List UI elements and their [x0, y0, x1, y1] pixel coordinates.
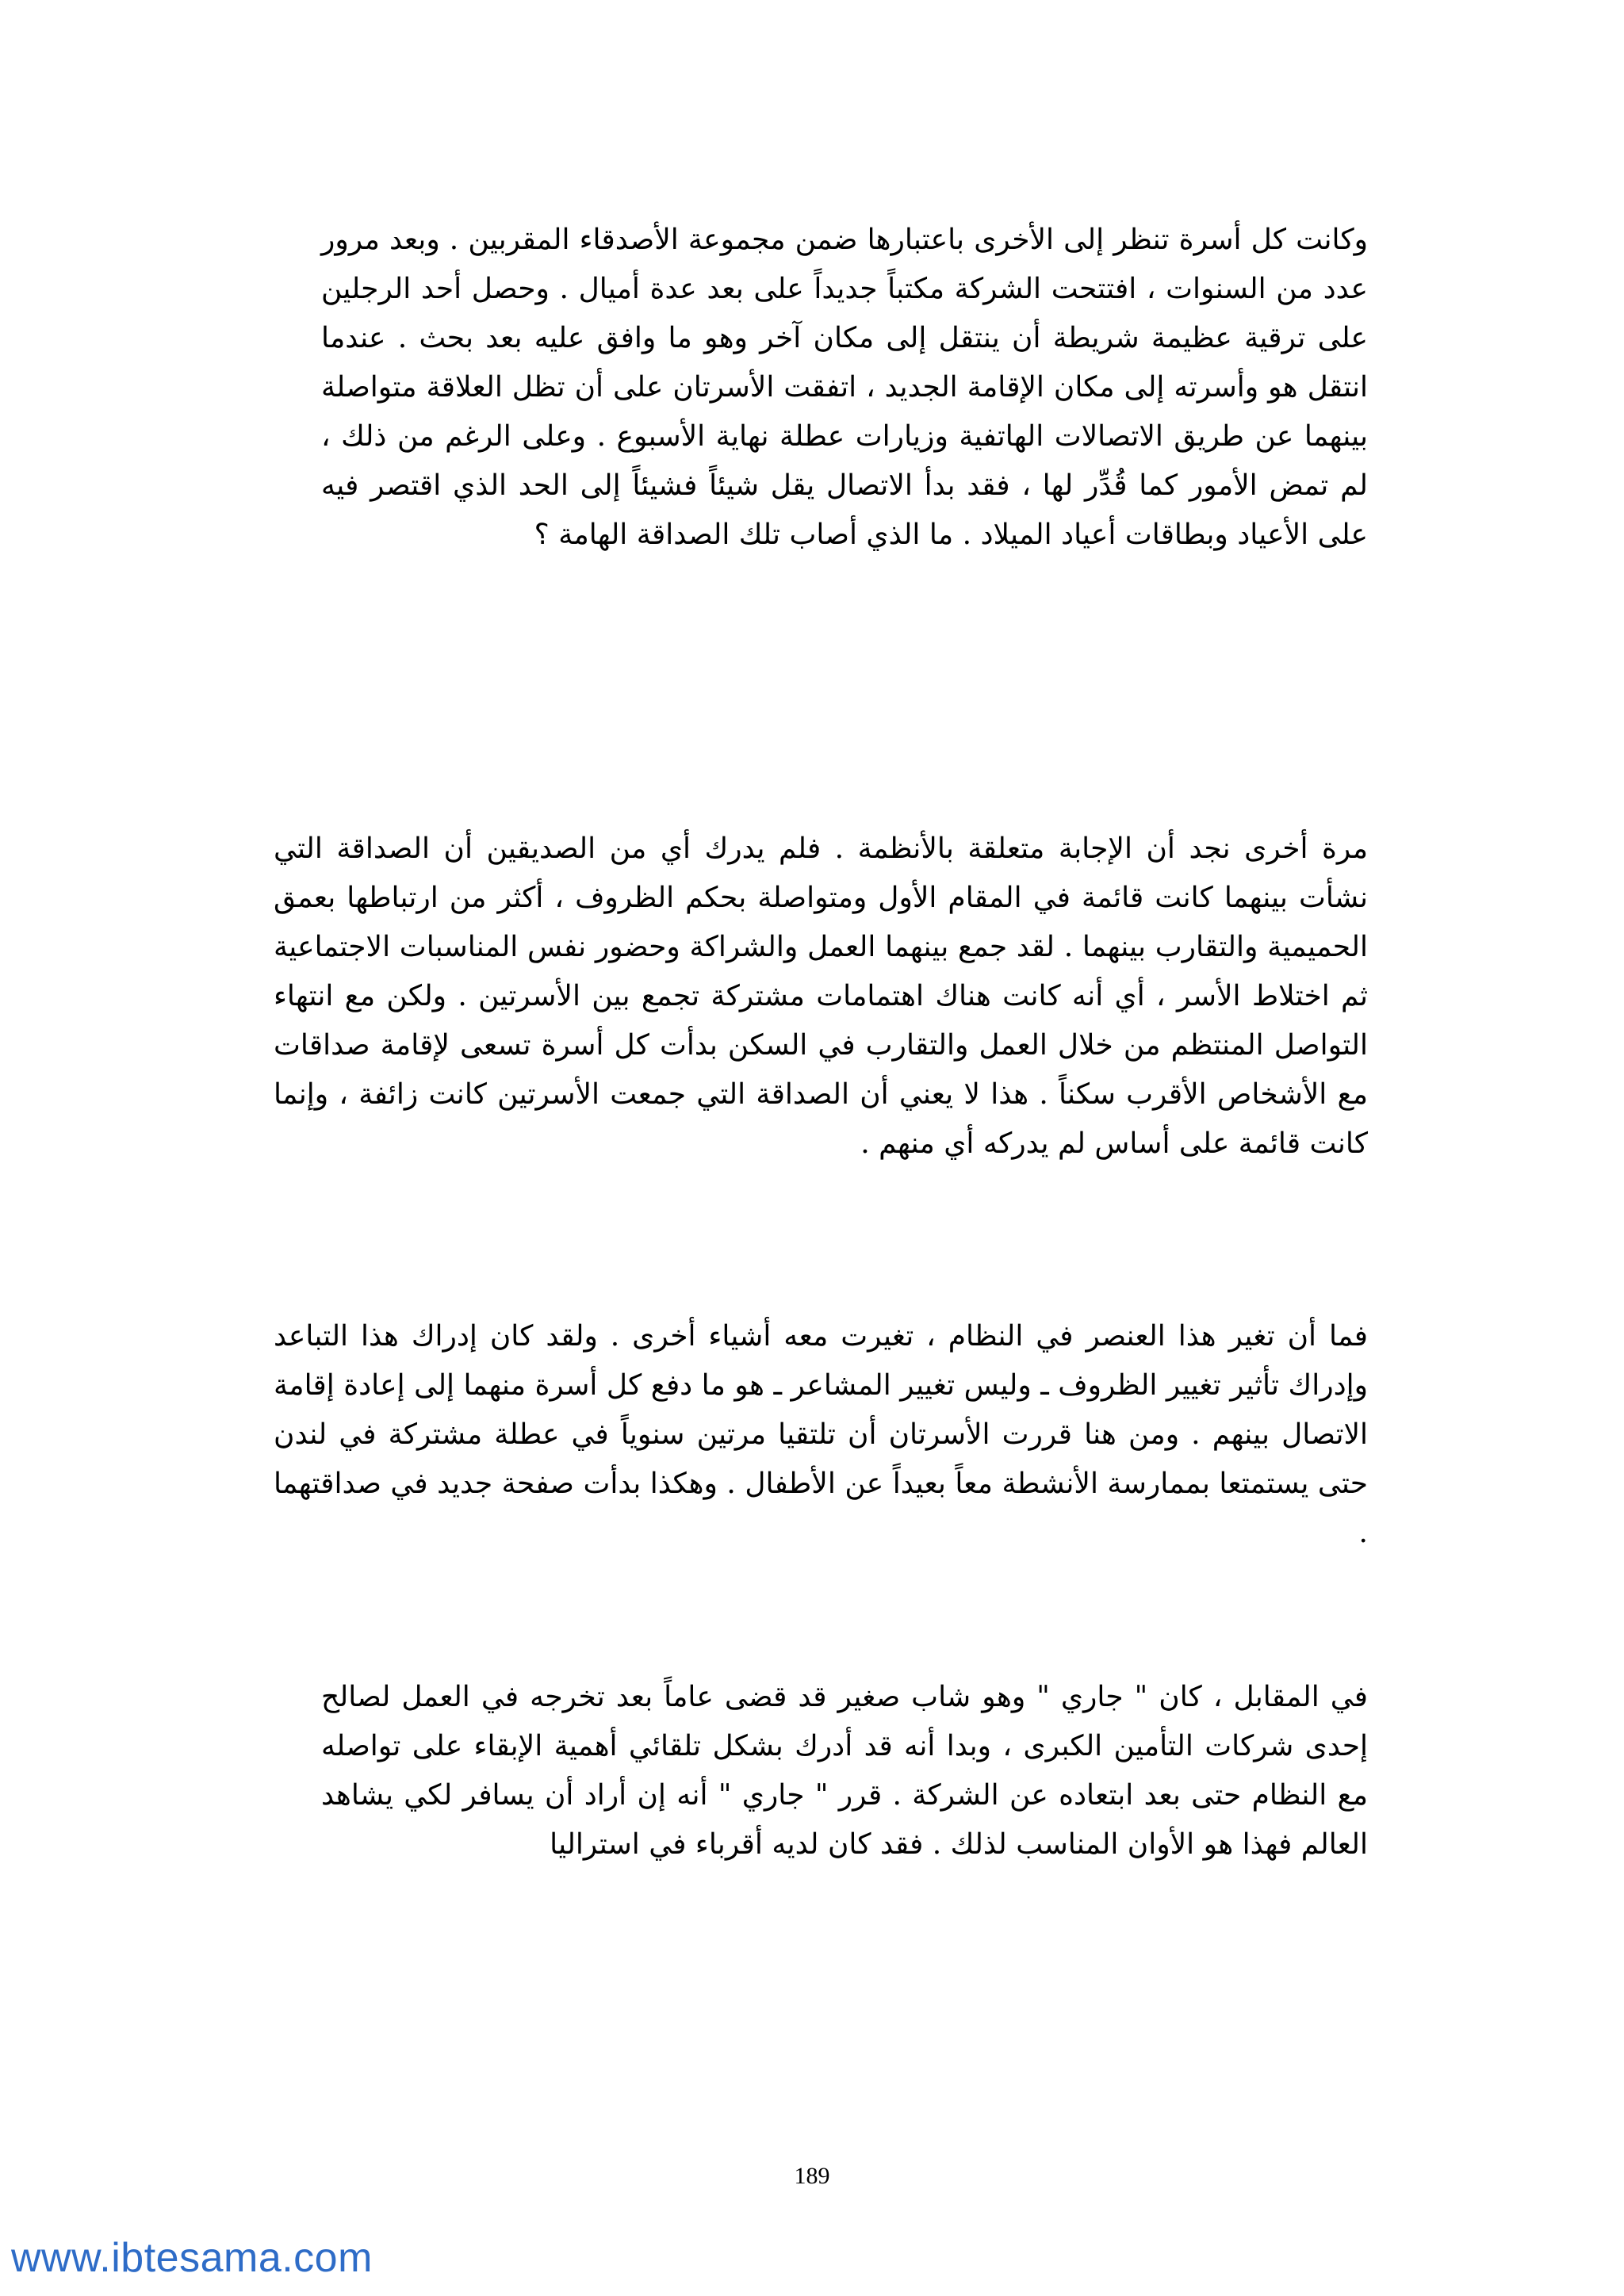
paragraph-1	[321, 216, 1368, 560]
page-number: 189	[794, 2163, 830, 2189]
watermark-url[interactable]: www.ibtesama.com	[11, 2235, 373, 2281]
paragraph-4	[321, 1673, 1368, 1869]
paragraph-3-text: فما أن تغير هذا العنصر في النظام ، تغيرت معه أشياء أخرى . ولقد كان إدراك هذا التباعد وإدراك تأثير تغيير الظروف ـ وليس تغيير المشاعر ـ هو ما دفع كل أسرة منهما إلى إعادة إقامة الاتصال بينهم . ومن هنا قررت الأسرتان أن تلتقيا مرتين سنوياً في عطلة مشتركة في لندن حتى يستمتعا بممارسة الأنشطة معاً بعيداً عن الأطفال . وهكذا بدأت صفحة جديد في صداقتهما .	[274, 1320, 1368, 1549]
paragraph-2-text: مرة أخرى نجد أن الإجابة متعلقة بالأنظمة . فلم يدرك أي من الصديقين أن الصداقة التي نشأت بينهما كانت قائمة في المقام الأول ومتواصلة بحكم الظروف ، أكثر من ارتباطها بعمق الحميمية والتقارب بينهما . لقد جمع بينهما العمل والشراكة وحضور نفس المناسبات الاجتماعية ثم اختلاط الأسر ، أي أنه كانت هناك اهتمامات مشتركة تجمع بين الأسرتين . ولكن مع انتهاء التواصل المنتظم من خلال العمل والتقارب في السكن بدأت كل أسرة تسعى لإقامة صداقات مع الأشخاص الأقرب سكناً . هذا لا يعني أن الصداقة التي جمعت الأسرتين كانت زائفة ، وإنما كانت قائمة على أساس لم يدركه أي منهم .	[274, 832, 1368, 1160]
paragraph-2	[274, 825, 1368, 1169]
paragraph-3	[274, 1312, 1368, 1558]
paragraph-4-text: في المقابل ، كان " جاري " وهو شاب صغير قد قضى عاماً بعد تخرجه في العمل لصالح إحدى شركات التأمين الكبرى ، وبدا أنه قد أدرك بشكل تلقائي أهمية الإبقاء على تواصله مع النظام حتى بعد ابتعاده عن الشركة . قرر " جاري " أنه إن أراد أن يسافر لكي يشاهد العالم فهذا هو الأوان المناسب لذلك . فقد كان لديه أقرباء في استراليا	[321, 1681, 1368, 1861]
paragraph-1-text: وكانت كل أسرة تنظر إلى الأخرى باعتبارها ضمن مجموعة الأصدقاء المقربين . وبعد مرور عدد من السنوات ، افتتحت الشركة مكتباً جديداً على بعد عدة أميال . وحصل أحد الرجلين على ترقية عظيمة شريطة أن ينتقل إلى مكان آخر وهو ما وافق عليه بعد بحث . عندما انتقل هو وأسرته إلى مكان الإقامة الجديد ، اتفقت الأسرتان على أن تظل العلاقة متواصلة بينهما عن طريق الاتصالات الهاتفية وزيارات عطلة نهاية الأسبوع . وعلى الرغم من ذلك ، لم تمض الأمور كما قُدِّر لها ، فقد بدأ الاتصال يقل شيئاً فشيئاً إلى الحد الذي اقتصر فيه على الأعياد وبطاقات أعياد الميلاد . ما الذي أصاب تلك الصداقة الهامة ؟	[321, 224, 1368, 551]
